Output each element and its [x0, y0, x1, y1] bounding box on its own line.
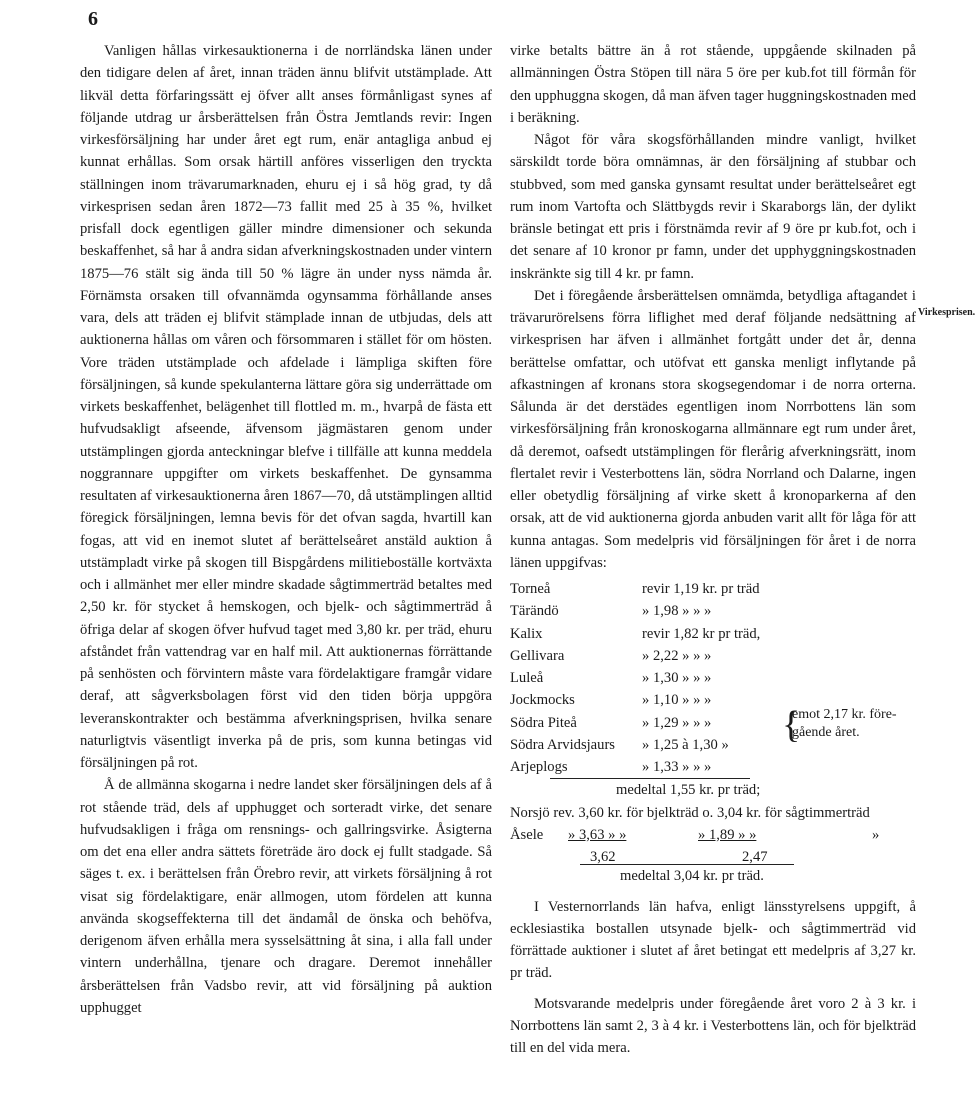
- place-name: Luleå: [510, 670, 544, 686]
- norsjo-line: [510, 802, 916, 824]
- price-value: revir 1,82 kr pr träd,: [642, 625, 761, 642]
- place-name: Södra Piteå: [510, 714, 577, 731]
- asele-value-c: »: [872, 826, 880, 843]
- place-name: Gellivara: [510, 647, 565, 664]
- price-table: [510, 578, 916, 888]
- place-name: Tärändö: [510, 603, 559, 620]
- brace-glyph: {: [782, 704, 801, 746]
- asele-place: Åsele: [510, 826, 544, 843]
- sum-value-b: 2,47: [742, 849, 768, 865]
- paragraph: Det i föregående årsberättelsen omnämda, betydliga aftagandet i trävarurörelsens förra liflighet med deraf följande nedsättning af virkesprisen har äfven i allmänhet fortgått under det år, denna berättelse omfattar, och utöfvat ett ganska menligt inflytande på afkastningen af kronans stora skogsegendomar i de norra orterna. Sålunda är det derstädes egentligen inom Norrbottens län som virkesförsäljning från kronoskogarna allmännare egt rum under året, då deremot, oafsedt utstämplingen för flerårig afverkningsrätt, inom flertalet revir i Vesterbottens län, södra Norrland och Dalarne, ingen eller obetydlig försäljning af virke skett å kronoparkerna af den orsak, att de vid auktionerna gjorda anbuden varit allt för låga för att kunna antagas. Som medelpris vid försäljningen för året i de norra länen uppgifvas:: [510, 287, 916, 571]
- average-line: [510, 865, 916, 887]
- paragraph: Motsvarande medelpris under föregående året voro 2 à 3 kr. i Norrbottens län samt 2, 3 à 4 kr. i Vesterbottens län, och för bjelkträd till en del vida mera.: [510, 995, 916, 1056]
- brace-note-line: emot 2,17 kr. före-: [792, 707, 897, 722]
- price-value: » 2,22 » » »: [642, 647, 712, 664]
- price-value: » 1,29 » » »: [642, 714, 712, 731]
- margin-note: Virkesprisen.: [918, 307, 975, 318]
- price-value: » 1,98 » » »: [642, 603, 712, 620]
- price-value: » 1,30 » » »: [642, 670, 712, 686]
- price-value: revir 1,19 kr. pr träd: [642, 581, 760, 597]
- price-value: » 1,33 » » »: [642, 759, 712, 775]
- sum-value-a: 3,62: [590, 849, 616, 865]
- asele-value-b: » 1,89 » »: [698, 826, 757, 843]
- table-row: [510, 600, 916, 622]
- paragraph: Något för våra skogsförhållanden mindre vanligt, hvilket särskildt torde böra omnämnas, är den försäljning af stubbar och stubbved, som med ganska gynsamt resultat under berättelseåret egt rum inom Vartofta och Slättbygds revir i Skaraborgs län, der dylikt bränsle betingat ett pris i förstnämda revir af 9 öre pr kub.fot, och i det senare af 10 kronor pr famn, under det upphyggningskostnaden inskränkte sig till 4 kr. pr famn.: [510, 132, 916, 282]
- page-number: 6: [88, 8, 98, 30]
- place-name: Arjeplogs: [510, 759, 568, 775]
- brace-note-line: gående året.: [792, 725, 860, 740]
- paragraph: I Vesternorrlands län hafva, enligt länsstyrelsens uppgift, å ecklesiastika bostallen utsynade bjelk- och sågtimmerträd vid förrättade auktioner i slutet af året betingat ett medelpris af 3,27 kr. pr träd.: [510, 898, 916, 982]
- table-row: [510, 578, 916, 600]
- place-name: Södra Arvidsjaurs: [510, 736, 615, 753]
- table-row: [510, 667, 916, 689]
- price-value: » 1,25 à 1,30 »: [642, 736, 729, 753]
- table-row: [510, 756, 916, 778]
- brace-note: [782, 704, 897, 746]
- table-row: [510, 645, 916, 667]
- paragraph: virke betalts bättre än å rot stående, uppgående skilnaden på allmänningen Östra Stöpen till nära 5 öre per kub.fot till förmån för den upphuggna skogen, då man äfven tager huggningskostnaden med i beräkning.: [510, 43, 916, 126]
- average-text: medeltal 3,04 kr. pr träd.: [620, 868, 764, 885]
- paragraph: Vanligen hållas virkesauktionerna i de norrländska länen under den tidigare delen af året, innan träden ännu blifvit utstämplade. Att likväl detta förfaringssätt ej öfver allt anses förmånligast synes af följande utdrag ur årsberättelsen från Östra Jemtlands revir: Ingen virkesförsäljning har under året egt rum, enär antagliga anbud ej kunnat erhållas. Som orsak härtill anföres visserligen den tryckta ställningen inom trävarumarknaden, ehuru ej i så hög grad, ty då virkesprisen sedan åren 1872—73 fallit med 25 à 35 %, hvilket prisfall dock egentligen gäller mindre dimensioner och sekunda beskaffenhet, så har å andra sidan afverkningskostnaden under vintern 1875—76 stält sig ända till 50 % lägre än under nyss nämda år. Förnämsta orsaken till ofvannämda ogynsamma förhållande anses vara, dels att träden ej blifvit stämplade innan de utbjudas, dels att auktionerna hållas om våren och försommaren i stället för om hösten. Vore träden utstämplade och afdelade i lämpliga skiften före försäljningen, så kunde spekulanterna lättare göra sig underrättade om virkets beskaffenhet, belägenhet till flottled m. m., hvarpå de fästa ett hufvudsakligt afseende, äfvensom jägmästaren genom under utstämplingen gjorda anteckningar blefve i tillfälle att kunna meddela noggrannare uppgifter om virkets beskaffenhet. De gynsamma resultaten af virkesauktionerna åren 1867—70, då utstämplingen alltid föregick försäljningen, lemna bevis för det ofvan sagda, hvartill kan fogas, att vid en inemot slutet af berättelseåret anstäld auktion å utstämpladt virke på skogen till Bispgårdens militieboställe kortväxta och i allmänhet mer eller mindre skadade sågtimmerträd betaltes med 2,50 kr. för stycket å hemskogen, och bjelk- och sågtimmerträd å öfriga delar af skogen öfver hufvud taget med 3,80 kr. per träd, ehuru afståndet från vattendrag var en half mil. Att auktionernas förrättande på senhösten och förvintern måste vara fördelaktigare framgår vidare deraf, att sågverksbolagen först vid den tiden börja uppgöra leveranskontrakter och bestämma afverkningsprisen, hvilka senare naturligtvis väsentligt inverka på de pris, som kunna betingas vid försäljningen på rot.: [80, 43, 492, 771]
- place-name: Jockmocks: [510, 692, 575, 709]
- asele-value-a: » 3,63 » »: [568, 826, 627, 843]
- paragraph: Å de allmänna skogarna i nedre landet sker försäljningen dels af å rot stående träd, dels af upphugget och sorteradt virke, det senare hufvudsakligen i fråga om rensnings- och gallringsvirke. Åsigterna om det ena eller andra sättets företräde äro dock ej fullt stadgade. Så säges t. ex. i berättelsen från Örebro revir, att virkets försäljning å rot visat sig fördelaktigare, enär allmogen, utom fördelen att kunna använda skogseffekterna till det ändamål de önska och behöfva, derigenom äfven erhålla mera sysselsättning åt sina, i alla fall under vintern underhållna, tjenare och dragare. Deremot innehåller årsberättelsen från Vadsbo revir, att vid försäljning på auktion upphugget: [80, 777, 492, 1016]
- average-line: [510, 779, 916, 801]
- norsjo-text: Norsjö rev. 3,60 kr. för bjelkträd o. 3,04 kr. för sågtimmerträd: [510, 804, 870, 821]
- place-name: Torneå: [510, 581, 551, 597]
- asele-line: [510, 824, 916, 846]
- table-row: [510, 623, 916, 645]
- right-column: [510, 40, 916, 1059]
- left-column: [80, 40, 492, 1019]
- average-text: medeltal 1,55 kr. pr träd;: [616, 782, 761, 799]
- price-value: » 1,10 » » »: [642, 692, 712, 709]
- place-name: Kalix: [510, 625, 543, 642]
